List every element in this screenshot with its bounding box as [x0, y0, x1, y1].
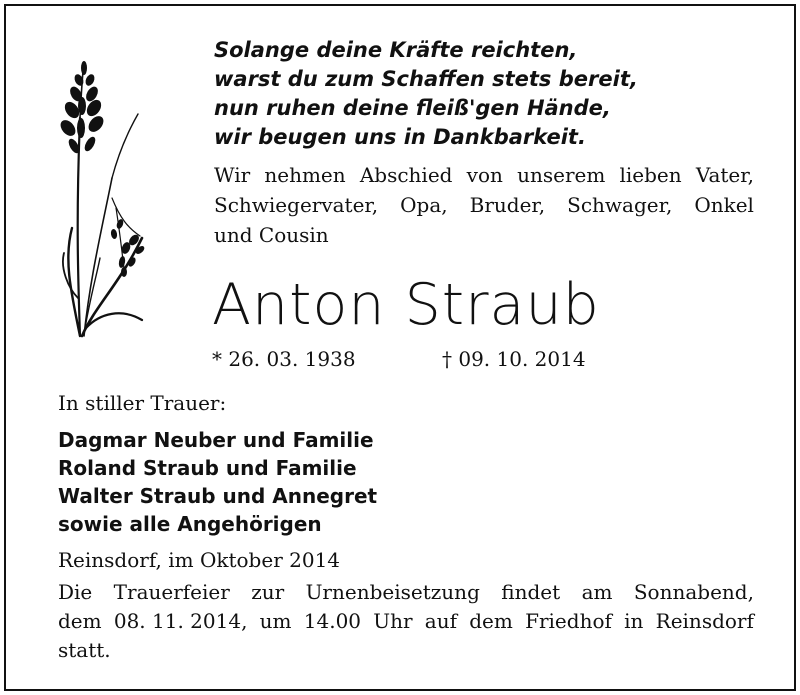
- mourner: Dagmar Neuber und Familie: [58, 428, 374, 452]
- word: Sonnabend,: [633, 580, 754, 604]
- notice-line: [58, 578, 754, 607]
- grass-ornament-icon: [50, 58, 154, 338]
- word: Abschied: [359, 163, 453, 187]
- mourner: Walter Straub und Annegret: [58, 484, 378, 508]
- word: Schwiegervater,: [214, 193, 379, 217]
- word: Schwager,: [567, 193, 673, 217]
- farewell-line: und Cousin: [214, 223, 329, 247]
- word: Reinsdorf: [655, 609, 754, 633]
- poem: [214, 36, 638, 152]
- poem-line: warst du zum Schaffen stets bereit,: [214, 67, 638, 91]
- funeral-notice: [58, 578, 754, 665]
- word: Die: [58, 580, 93, 604]
- word: in: [624, 609, 644, 633]
- word: 08. 11. 2014,: [113, 609, 248, 633]
- mourner: sowie alle Angehörigen: [58, 512, 322, 536]
- word: Wir: [214, 163, 251, 187]
- word: lieben: [619, 163, 682, 187]
- birth-date: * 26. 03. 1938: [212, 347, 356, 371]
- word: unserem: [517, 163, 606, 187]
- word: um: [259, 609, 292, 633]
- word: Friedhof: [525, 609, 612, 633]
- notice-line: statt.: [58, 638, 111, 662]
- word: Onkel: [694, 193, 754, 217]
- notice-line: [58, 607, 754, 636]
- word: 14.00: [303, 609, 362, 633]
- poem-line: wir beugen uns in Dankbarkeit.: [214, 125, 586, 149]
- word: dem: [469, 609, 513, 633]
- mourners-label: In stiller Trauer:: [58, 391, 227, 415]
- obituary-frame: [4, 4, 796, 691]
- mourners-list: [58, 426, 377, 538]
- deceased-name: Anton Straub: [212, 272, 600, 338]
- death-date: † 09. 10. 2014: [442, 347, 586, 371]
- place-date: Reinsdorf, im Oktober 2014: [58, 548, 341, 572]
- word: findet: [501, 580, 561, 604]
- word: Urnenbeisetzung: [305, 580, 480, 604]
- word: am: [581, 580, 613, 604]
- farewell-line: [214, 160, 754, 190]
- farewell-line: [214, 190, 754, 220]
- word: von: [466, 163, 503, 187]
- word: zur: [251, 580, 285, 604]
- word: Uhr: [373, 609, 413, 633]
- mourner: Roland Straub und Familie: [58, 456, 357, 480]
- word: auf: [424, 609, 458, 633]
- word: nehmen: [264, 163, 346, 187]
- word: dem: [58, 609, 102, 633]
- word: Bruder,: [469, 193, 546, 217]
- word: Opa,: [400, 193, 448, 217]
- poem-line: nun ruhen deine fleiß'gen Hände,: [214, 96, 611, 120]
- word: Trauerfeier: [113, 580, 230, 604]
- word: Vater,: [695, 163, 754, 187]
- farewell-text: [214, 160, 754, 250]
- poem-line: Solange deine Kräfte reichten,: [214, 38, 578, 62]
